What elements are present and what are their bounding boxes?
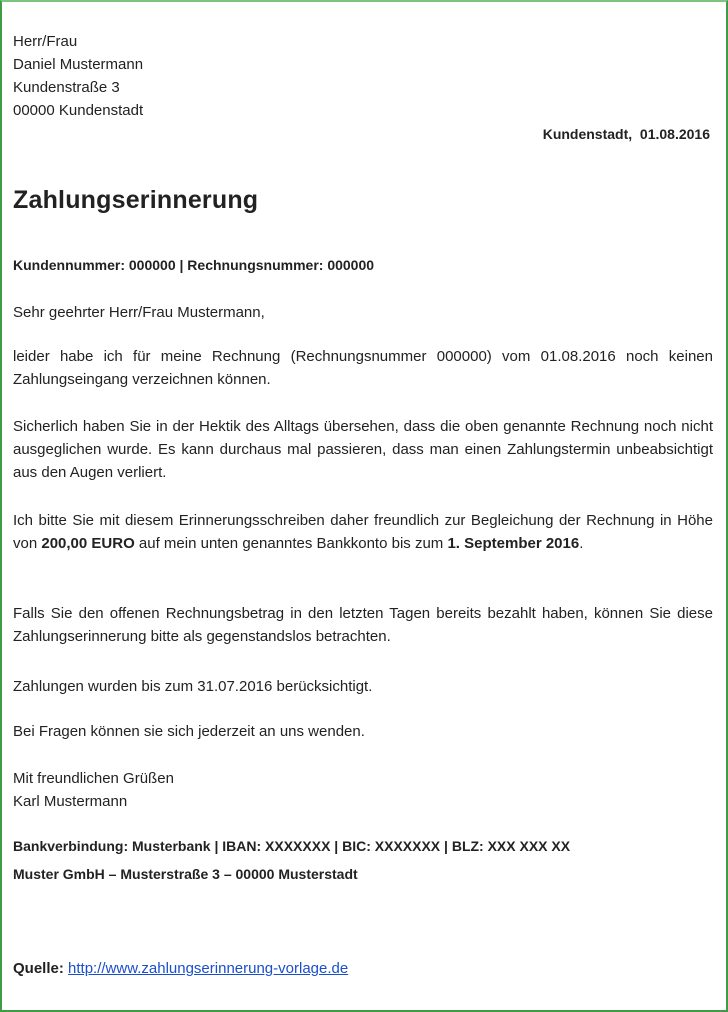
- reference-line: Kundennummer: 000000 | Rechnungsnummer: 000000: [13, 257, 375, 273]
- source-label: Quelle:: [13, 960, 64, 977]
- company-address: Muster GmbH – Musterstraße 3 – 00000 Musterstadt: [13, 866, 358, 882]
- signature-name: Karl Mustermann: [13, 793, 128, 810]
- payments-considered-note: Zahlungen wurden bis zum 31.07.2016 berücksichtigt.: [13, 678, 373, 695]
- closing-phrase: Mit freundlichen Grüßen: [13, 770, 174, 787]
- payment-request-text-3: .: [579, 535, 584, 552]
- sender-salutation: Herr/Frau: [13, 33, 78, 50]
- payment-request-text-1: Ich bitte Sie mit diesem Erinnerungsschreiben daher freundlich zur Begleichung der Rechnung in Höhe von: [13, 512, 713, 552]
- paragraph-unpaid-invoice: leider habe ich für meine Rechnung (Rechnungsnummer 000000) vom 01.08.2016 noch keinen Zahlungseingang verzeichnen können.: [13, 348, 713, 388]
- letter-title: Zahlungserinnerung: [13, 186, 259, 214]
- place-and-date: Kundenstadt, 01.08.2016: [542, 126, 710, 142]
- payment-deadline: 1. September 2016: [447, 535, 580, 552]
- paragraph-payment-request: [13, 509, 713, 555]
- payment-request-text-2: auf mein unten genanntes Bankkonto bis zum: [134, 535, 448, 552]
- greeting: Sehr geehrter Herr/Frau Mustermann,: [13, 304, 265, 321]
- invoice-amount: 200,00 EURO: [41, 535, 135, 552]
- source-link[interactable]: http://www.zahlungserinnerung-vorlage.de: [68, 960, 349, 977]
- sender-name: Daniel Mustermann: [13, 56, 144, 73]
- paragraph-oversight: Sicherlich haben Sie in der Hektik des Alltags übersehen, dass die oben genannte Rechnung noch nicht ausgeglichen wurde. Es kann durchaus mal passieren, dass man einen Zahlungstermin unbeabsichtigt aus den Augen verliert.: [13, 418, 713, 481]
- sender-street: Kundenstraße 3: [13, 79, 120, 96]
- questions-note: Bei Fragen können sie sich jederzeit an uns wenden.: [13, 723, 365, 740]
- sender-city: 00000 Kundenstadt: [13, 102, 144, 119]
- source-line: [13, 960, 348, 978]
- bank-details: Bankverbindung: Musterbank | IBAN: XXXXXXX | BIC: XXXXXXX | BLZ: XXX XXX XX: [13, 838, 571, 854]
- paragraph-already-paid: Falls Sie den offenen Rechnungsbetrag in den letzten Tagen bereits bezahlt haben, können Sie diese Zahlungserinnerung bitte als gegenstandslos betrachten.: [13, 605, 713, 645]
